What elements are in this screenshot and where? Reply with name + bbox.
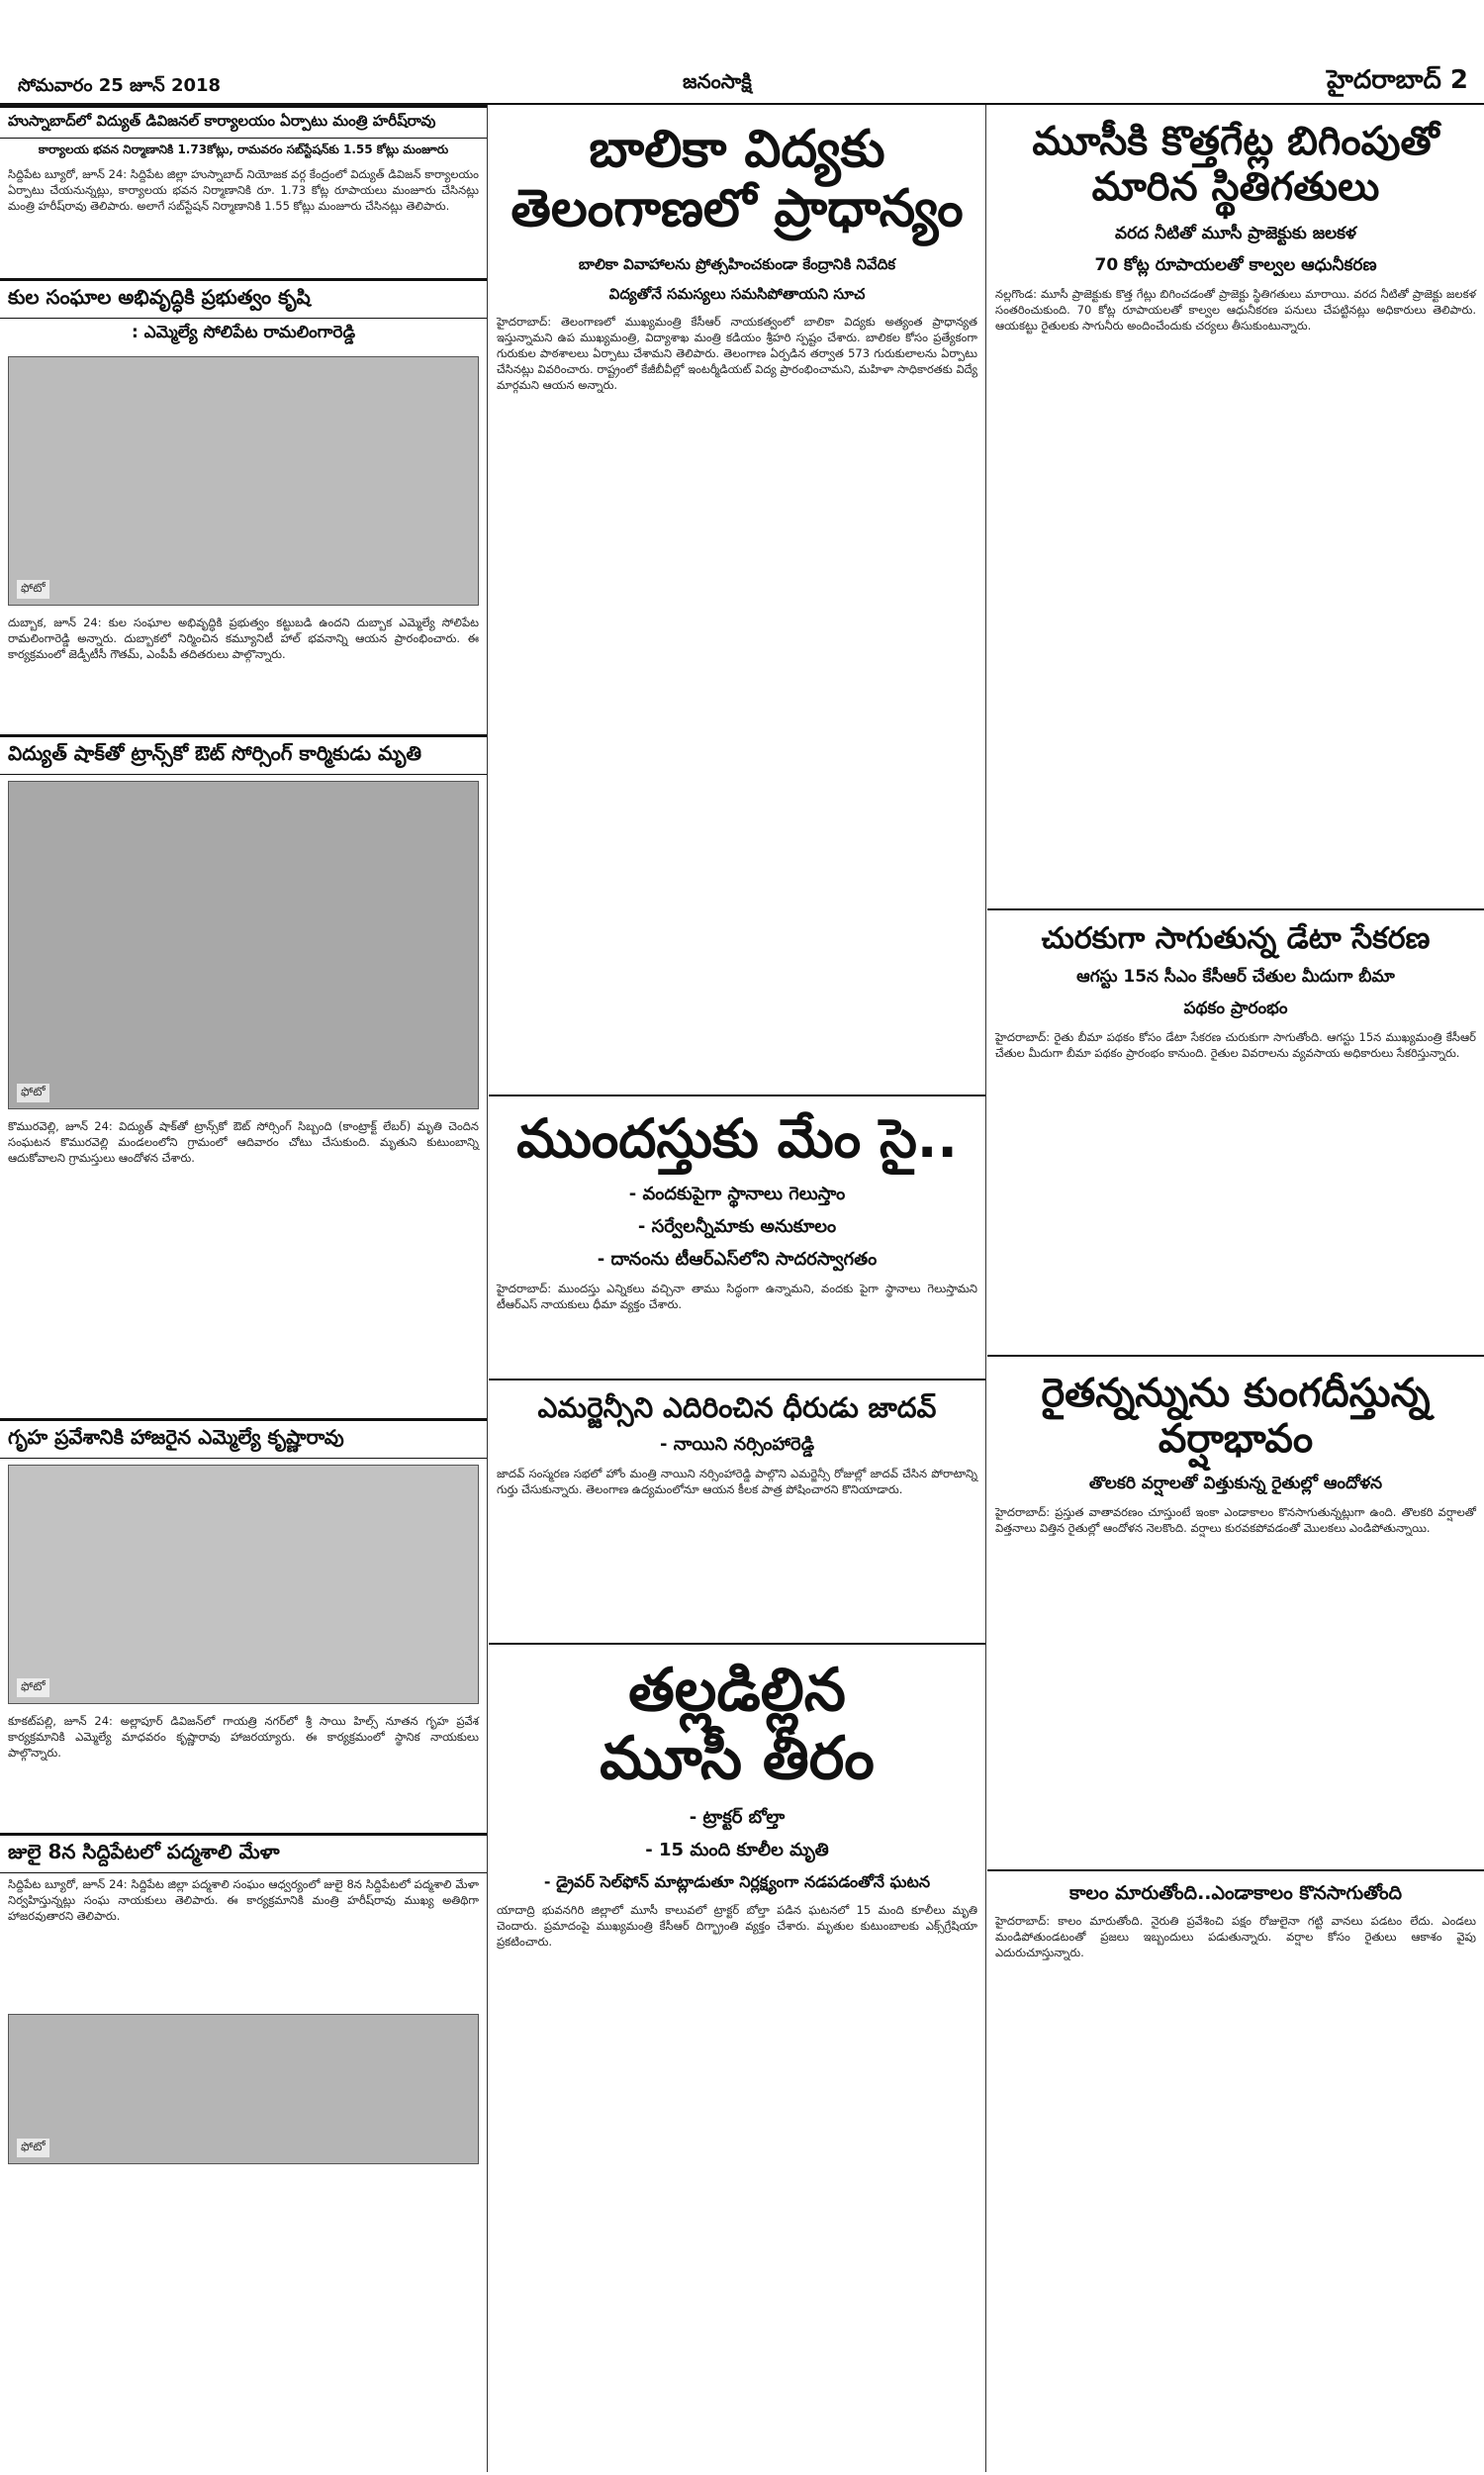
article-headline: మూసీకి కొత్తగేట్ల బిగింపుతో xyxy=(1032,119,1439,164)
article-body: హైదరాబాద్: రైతు బీమా పథకం కోసం డేటా సేకరణ చురుకుగా సాగుతోంది. ఆగస్టు 15న ముఖ్యమంత్రి కేసీఆర్ చేతుల మీదుగా బీమా పథకం ప్రారంభం కానుంది. రైతుల వివరాలను వ్యవసాయ అధికారులు సేకరిస్తున్నారు. xyxy=(995,1029,1476,1060)
issue-date: సోమవారం 25 జూన్ 2018 xyxy=(18,75,222,96)
photo xyxy=(8,1465,479,1704)
article-subheadline-2: విద్యతోనే సమస్యలు సమసిపోతాయని సూచ xyxy=(608,284,866,303)
article-headline-line-2: మూసీ తీరం xyxy=(600,1723,875,1793)
article-headline: చురకుగా సాగుతున్న డేటా సేకరణ xyxy=(1041,921,1431,956)
middle-column xyxy=(489,105,986,2472)
headline-bullet: - 15 మంది కూలీల మృతి xyxy=(645,1839,829,1860)
article-headline: విద్యుత్ షాక్‌తో ట్రాన్స్‌కో ఔట్ సోర్సింగ్ కార్మికుడు మృతి xyxy=(0,734,487,775)
photo xyxy=(8,781,479,1109)
article-body: హైదరాబాద్: ప్రస్తుత వాతావరణం చూస్తుంటే ఇంకా ఎండాకాలం కొనసాగుతున్నట్లుగా ఉంది. తొలకరి వర్షాలతో విత్తనాలు విత్తిన రైతుల్లో ఆందోళన నెలకొంది. వర్షాలు కురవకపోవడంతో మొలకలు ఎండిపోతున్నాయి. xyxy=(995,1504,1476,1535)
article-body: కూకట్‌పల్లి, జూన్ 24: అల్లాపూర్ డివిజన్‌లో గాయత్రి నగర్‌లో శ్రీ సాయి హిల్స్ నూతన గృహ ప్రవేశ కార్యక్రమానికి ఎమ్మెల్యే మాధవరం కృష్ణారావు హాజరయ్యారు. ఈ కార్యక్రమంలో స్థానిక నాయకులు పాల్గొన్నారు. xyxy=(8,1714,479,1760)
article-subheadline: కార్యాలయ భవన నిర్మాణానికి 1.73కోట్లు, రామవరం సబ్‌స్టేషన్‌కు 1.55 కోట్లు మంజూరు xyxy=(38,143,449,156)
headline-bullet: - ట్రాక్టర్ బోల్తా xyxy=(689,1806,786,1828)
article-headline: గృహ ప్రవేశానికి హాజరైన ఎమ్మెల్యే కృష్ణారావు xyxy=(0,1418,487,1459)
article-headline: బాలికా విద్యకు xyxy=(589,120,885,179)
article-body: సిద్దిపేట బ్యూరో, జూన్ 24: సిద్దిపేట జిల్లా హుస్నాబాద్ నియోజక వర్గ కేంద్రంలో విద్యుత్ డివిజన్ కార్యాలయం ఏర్పాటు చేయనున్నట్లు, కార్యాలయ భవన నిర్మాణానికి రూ. 1.73 కోట్ల రూపాయలు మంజూరు చేసినట్లు మంత్రి హరీష్‌రావు తెలిపారు. అలాగే సబ్‌స్టేషన్ నిర్మాణానికి 1.55 కోట్లు మంజూరు చేసినట్లు తెలిపారు. xyxy=(8,167,479,213)
article-headline: ఎమర్జెన్సీని ఎదిరించిన ధీరుడు జాదవ్ xyxy=(537,1390,937,1424)
headline-bullet: - డ్రైవర్ సెల్‌ఫోన్ మాట్లాడుతూ నిర్లక్ష్యంగా నడపడంతోనే ఘటన xyxy=(543,1871,931,1891)
article-body: యాదాద్రి భువనగిరి జిల్లాలో మూసీ కాలువలో ట్రాక్టర్ బోల్తా పడిన ఘటనలో 15 మంది కూలీలు మృతి చెందారు. ప్రమాదంపై ముఖ్యమంత్రి కేసీఆర్ దిగ్భ్రాంతి వ్యక్తం చేశారు. మృతుల కుటుంబాలకు ఎక్స్‌గ్రేషియా ప్రకటించారు. xyxy=(497,1902,977,1949)
section-divider xyxy=(987,1355,1484,1357)
article-headline-line-2: మారిన స్థితిగతులు xyxy=(1091,164,1380,210)
article-headline-line-2: వర్షాభావం xyxy=(1158,1415,1314,1462)
photo-caption: ఫోటో xyxy=(17,1084,49,1102)
photo-caption: ఫోటో xyxy=(17,1678,49,1697)
article-body: నల్లగొండ: మూసీ ప్రాజెక్టుకు కొత్త గేట్లు బిగించడంతో ప్రాజెక్టు స్థితిగతులు మారాయి. వరద నీటితో ప్రాజెక్టు జలకళ సంతరించుకుంది. 70 కోట్ల రూపాయలతో కాల్వల ఆధునీకరణ పనులు చేపట్టినట్లు అధికారులు తెలిపారు. ఆయకట్టు రైతులకు సాగునీరు అందించేందుకు చర్యలు తీసుకుంటున్నారు. xyxy=(995,287,1476,333)
article-headline: హుస్నాబాద్‌లో విద్యుత్ డివిజనల్ కార్యాలయం ఏర్పాటు మంత్రి హరీష్‌రావు xyxy=(0,105,487,139)
headline-bullet: - సర్వేలన్నీమాకు అనుకూలం xyxy=(637,1215,837,1237)
photo-caption: ఫోటో xyxy=(17,2139,49,2157)
headline-bullet: - దానంను టీఆర్ఎస్‌లోని సాదరస్వాగతం xyxy=(597,1248,878,1270)
article-headline: తల్లడిల్లిన xyxy=(628,1655,846,1725)
article-subheadline: ఆగస్టు 15న సీఎం కేసీఆర్ చేతుల మీదుగా బీమా xyxy=(1076,966,1395,987)
article-body: హైదరాబాద్: కాలం మారుతోంది. నైరుతి ప్రవేశించి పక్షం రోజులైనా గట్టి వానలు పడటం లేదు. ఎండలు మండిపోతుండటంతో ప్రజలు ఇబ్బందులు పడుతున్నారు. వర్షాల కోసం రైతులు ఆకాశం వైపు ఎదురుచూస్తున్నారు. xyxy=(995,1914,1476,1960)
article-body: హైదరాబాద్: ముందస్తు ఎన్నికలు వచ్చినా తాము సిద్ధంగా ఉన్నామని, వందకు పైగా స్థానాలు గెలుస్తామని టీఆర్ఎస్ నాయకులు ధీమా వ్యక్తం చేశారు. xyxy=(497,1281,977,1311)
article-body: సిద్దిపేట బ్యూరో, జూన్ 24: సిద్దిపేట జిల్లా పద్మశాలి సంఘం ఆధ్వర్యంలో జులై 8న సిద్దిపేటలో పద్మశాలి మేళా నిర్వహిస్తున్నట్లు సంఘ నాయకులు తెలిపారు. ఈ కార్యక్రమానికి మంత్రి హరీష్‌రావు ముఖ్య అతిథిగా హాజరవుతారని తెలిపారు. xyxy=(8,1877,479,1923)
section-divider xyxy=(987,908,1484,910)
article-headline: రైతన్నన్నును కుంగదీస్తున్న xyxy=(1041,1370,1431,1416)
photo xyxy=(8,356,479,606)
newspaper-brand: జనంసాక్షి xyxy=(683,69,752,93)
article-byline: : ఎమ్మెల్యే సోలిపేట రామలింగారెడ్డి xyxy=(131,323,356,342)
article-headline: కాలం మారుతోంది..ఎండాకాలం కొనసాగుతోంది xyxy=(1068,1881,1403,1904)
left-column xyxy=(0,105,488,2472)
right-column xyxy=(987,105,1484,2472)
article-headline-line-2: తెలంగాణలో ప్రాధాన్యం xyxy=(510,178,964,238)
article-body: హైదరాబాద్: తెలంగాణలో ముఖ్యమంత్రి కేసీఆర్ నాయకత్వంలో బాలికా విద్యకు అత్యంత ప్రాధాన్యత ఇస్తున్నామని ఉప ముఖ్యమంత్రి, విద్యాశాఖ మంత్రి కడియం శ్రీహరి స్పష్టం చేశారు. బాలికల కోసం ప్రత్యేకంగా గురుకుల పాఠశాలలు ఏర్పాటు చేశామని తెలిపారు. తెలంగాణ ఏర్పడిన తర్వాత 573 గురుకులాలను ఏర్పాటు చేసినట్లు వివరించారు. రాష్ట్రంలో కేజీబీవీల్లో ఇంటర్మీడియట్ విద్య ప్రారంభించామని, మహిళా సాధికారతకు విద్యే మార్గమని ఆయన అన్నారు. xyxy=(497,314,977,392)
article-body: కొమురవెల్లి, జూన్ 24: విద్యుత్ షాక్‌తో ట్రాన్స్‌కో ఔట్ సోర్సింగ్ సిబ్బంది (కాంట్రాక్ట్ లేబర్) మృతి చెందిన సంఘటన కొమురవెల్లి మండలంలోని గ్రామంలో ఆదివారం చోటు చేసుకుంది. మృతుని కుటుంబాన్ని ఆదుకోవాలని గ్రామస్తులు ఆందోళన చేశారు. xyxy=(8,1119,479,1165)
photo xyxy=(8,2014,479,2164)
article-headline: జులై 8న సిద్దిపేటలో పద్మశాలి మేళా xyxy=(0,1833,487,1873)
section-divider xyxy=(489,1379,985,1380)
section-divider xyxy=(987,1869,1484,1871)
masthead xyxy=(0,0,1484,105)
article-subheadline-2: 70 కోట్ల రూపాయలతో కాల్వల ఆధునీకరణ xyxy=(1094,255,1377,275)
article-byline: - నాయిని నర్సింహారెడ్డి xyxy=(659,1433,815,1455)
section-divider xyxy=(489,1643,985,1645)
article-body: దుబ్బాక, జూన్ 24: కుల సంఘాల అభివృద్ధికి ప్రభుత్వం కట్టుబడి ఉందని దుబ్బాక ఎమ్మెల్యే సోలిపేట రామలింగారెడ్డి అన్నారు. దుబ్బాకలో నిర్మించిన కమ్యూనిటీ హాల్ భవనాన్ని ఆయన ప్రారంభించారు. ఈ కార్యక్రమంలో జెడ్పీటీసీ గౌతమ్, ఎంపీపీ తదితరులు పాల్గొన్నారు. xyxy=(8,616,479,661)
article-headline: కుల సంఘాల అభివృద్ధికి ప్రభుత్వం కృషి xyxy=(0,278,487,319)
headline-bullet: - వందకుపైగా స్థానాలు గెలుస్తాం xyxy=(628,1183,846,1204)
photo-caption: ఫోటో xyxy=(17,580,49,599)
page-city-number: హైదరాబాద్ 2 xyxy=(1327,65,1468,95)
section-divider xyxy=(489,1095,985,1096)
article-subheadline: తొలకరి వర్షాలతో విత్తుకున్న రైతుల్లో ఆందోళన xyxy=(1088,1473,1383,1493)
article-subheadline: వరద నీటితో మూసీ ప్రాజెక్టుకు జలకళ xyxy=(1114,224,1357,243)
article-subheadline: బాలికా వివాహాలను ప్రోత్సహించకుండా కేంద్రానికి నివేదిక xyxy=(578,254,896,273)
article-body: జాదవ్ సంస్మరణ సభలో హోం మంత్రి నాయిని నర్సింహారెడ్డి పాల్గొని ఎమర్జెన్సీ రోజుల్లో జాదవ్ చేసిన పోరాటాన్ని గుర్తు చేసుకున్నారు. తెలంగాణ ఉద్యమంలోనూ ఆయన కీలక పాత్ర పోషించారని కొనియాడారు. xyxy=(497,1466,977,1496)
article-subheadline-2: పథకం ప్రారంభం xyxy=(1183,998,1288,1018)
article-headline: ముందస్తుకు మేం సై.. xyxy=(516,1106,958,1170)
